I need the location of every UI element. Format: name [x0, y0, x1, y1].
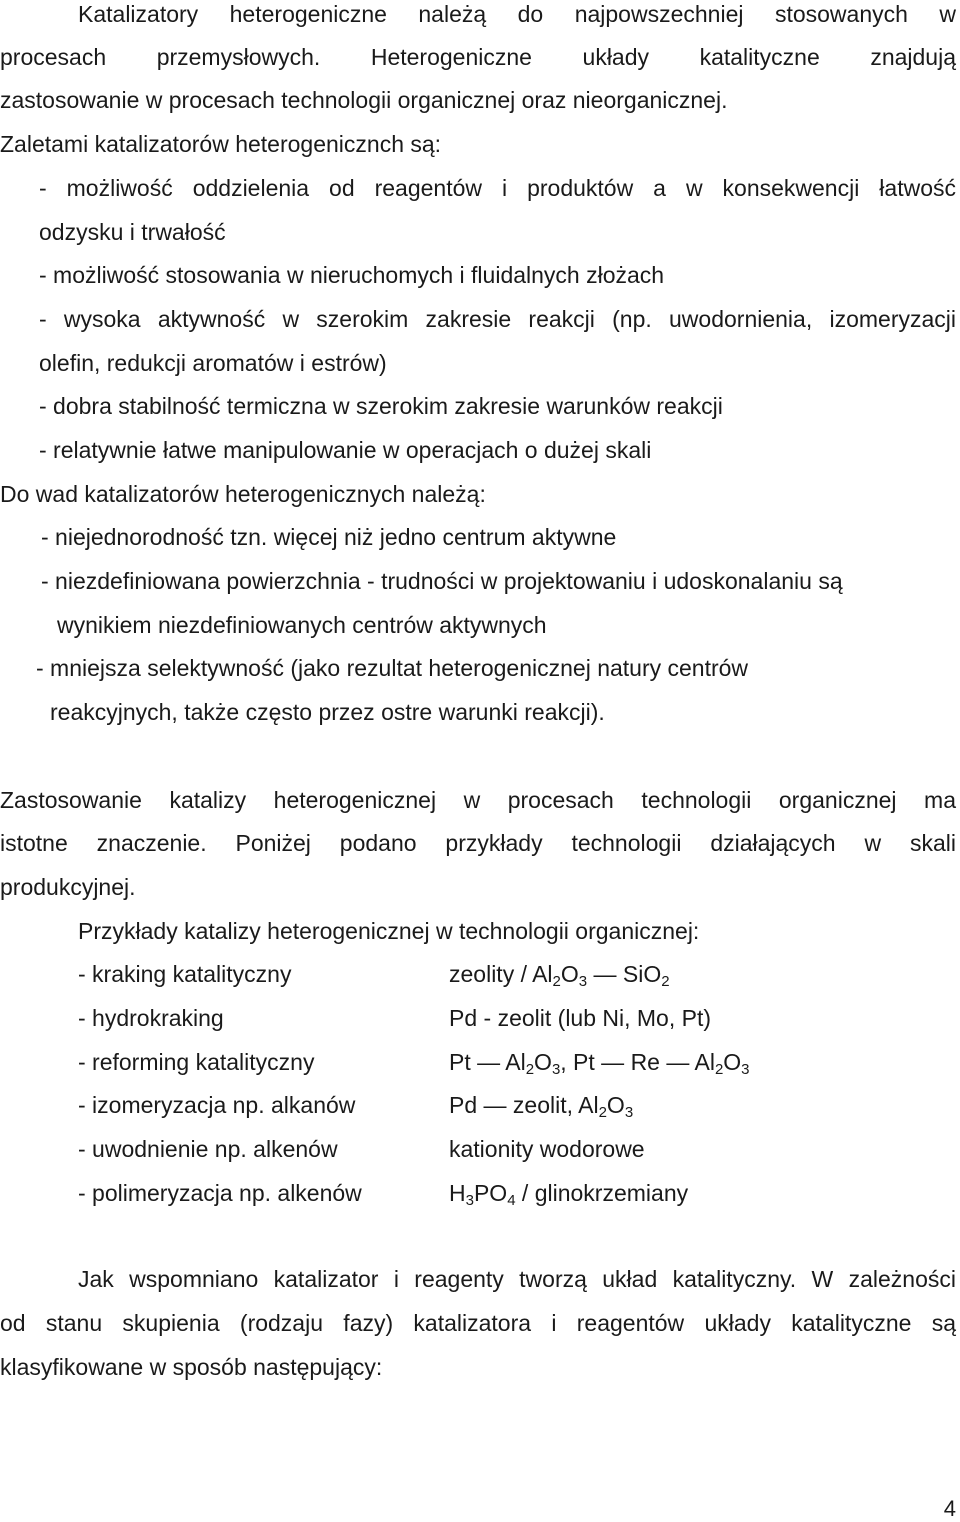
paragraph-line: istotne znaczenie. Poniżej podano przykłady technologii działających w skali: [0, 830, 956, 856]
advantage-item: - możliwość oddzielenia od reagentów i produktów a w konsekwencji łatwość: [39, 175, 956, 201]
disadvantages-heading: Do wad katalizatorów heterogenicznych należą:: [0, 481, 486, 507]
paragraph-line: Jak wspomniano katalizator i reagenty tworzą układ katalityczny. W zależności: [78, 1266, 956, 1292]
example-process: - reforming katalityczny: [78, 1049, 315, 1075]
formula-text: O: [534, 1049, 552, 1075]
example-catalyst: [449, 1040, 949, 1084]
formula-text: Pt — Al: [449, 1049, 526, 1075]
formula-text: , Pt — Re — Al: [560, 1049, 715, 1075]
example-catalyst: [449, 952, 949, 996]
formula-text: O: [606, 1092, 625, 1118]
formula-text: Pd - zeolit (lub Ni, Mo, Pt): [449, 1005, 712, 1031]
paragraph-line: Katalizatory heterogeniczne należą do najpowszechniej stosowanych w: [78, 1, 956, 27]
formula-subscript: 3: [741, 1061, 750, 1078]
formula-subscript: 2: [714, 1061, 724, 1078]
advantage-item-continuation: odzysku i trwałość: [39, 219, 226, 245]
example-catalyst: [449, 996, 949, 1040]
disadvantage-item-continuation: reakcyjnych, także często przez ostre warunki reakcji).: [50, 699, 605, 725]
advantage-item-continuation: olefin, redukcji aromatów i estrów): [39, 350, 387, 376]
page-number: 4: [943, 1496, 956, 1521]
formula-subscript: 2: [552, 973, 561, 990]
advantage-item: - możliwość stosowania w nieruchomych i fluidalnych złożach: [39, 262, 665, 288]
examples-heading: Przykłady katalizy heterogenicznej w technologii organicznej:: [78, 918, 700, 944]
disadvantage-item-continuation: wynikiem niezdefiniowanych centrów aktywnych: [57, 612, 547, 638]
formula-text: zeolity / Al: [449, 961, 553, 987]
disadvantage-item: - niezdefiniowana powierzchnia - trudności w projektowaniu i udoskonalaniu są: [41, 568, 843, 594]
paragraph-line: produkcyjnej.: [0, 874, 136, 900]
example-process: - izomeryzacja np. alkanów: [78, 1092, 356, 1118]
formula-text: kationity wodorowe: [449, 1136, 645, 1162]
formula-subscript: 2: [661, 973, 670, 990]
formula-text: / glinokrzemiany: [515, 1180, 689, 1206]
formula-subscript: 3: [465, 1192, 474, 1209]
formula-text: Pd — zeolit, Al: [449, 1092, 599, 1118]
formula-subscript: 2: [525, 1061, 535, 1078]
paragraph-line: Zastosowanie katalizy heterogenicznej w procesach technologii organicznej ma: [0, 787, 956, 813]
formula-text: H: [449, 1180, 466, 1206]
example-catalyst: [449, 1083, 949, 1127]
formula-text: O: [723, 1049, 742, 1075]
formula-subscript: 4: [507, 1192, 516, 1209]
example-process: - hydrokraking: [78, 1005, 224, 1031]
example-process: - polimeryzacja np. alkenów: [78, 1180, 362, 1206]
example-process: - kraking katalityczny: [78, 961, 292, 987]
disadvantage-item: - mniejsza selektywność (jako rezultat heterogenicznej natury centrów: [36, 655, 749, 681]
advantages-heading: Zaletami katalizatorów heterogenicznch są:: [0, 131, 442, 157]
formula-subscript: 3: [578, 973, 588, 990]
advantage-item: - relatywnie łatwe manipulowanie w operacjach o dużej skali: [39, 437, 652, 463]
example-catalyst: [449, 1171, 949, 1215]
disadvantage-item: - niejednorodność tzn. więcej niż jedno centrum aktywne: [41, 524, 617, 550]
formula-subscript: 3: [551, 1061, 561, 1078]
formula-subscript: 2: [598, 1104, 607, 1121]
advantage-item: - dobra stabilność termiczna w szerokim zakresie warunków reakcji: [39, 393, 723, 419]
advantage-item: - wysoka aktywność w szerokim zakresie reakcji (np. uwodornienia, izomeryzacji: [39, 306, 956, 332]
paragraph-line: klasyfikowane w sposób następujący:: [0, 1354, 383, 1380]
paragraph-line: procesach przemysłowych. Heterogeniczne układy katalityczne znajdują: [0, 44, 956, 70]
paragraph-line: od stanu skupienia (rodzaju fazy) katalizatora i reagentów układy katalityczne są: [0, 1310, 956, 1336]
formula-text: — SiO: [587, 961, 662, 987]
formula-text: O: [560, 961, 579, 987]
formula-subscript: 3: [624, 1104, 634, 1121]
example-catalyst: [449, 1127, 949, 1171]
formula-text: PO: [473, 1180, 508, 1206]
example-process: - uwodnienie np. alkenów: [78, 1136, 338, 1162]
paragraph-line: zastosowanie w procesach technologii organicznej oraz nieorganicznej.: [0, 87, 728, 113]
